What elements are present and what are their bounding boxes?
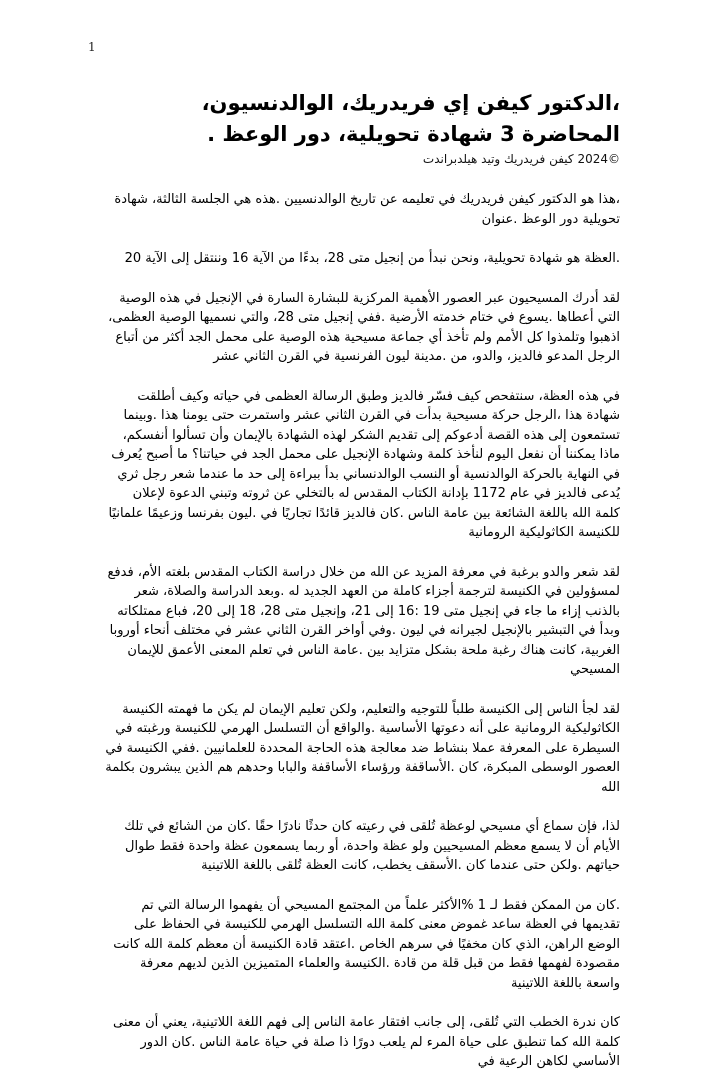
document-title: ،الدكتور كيفن إي فريدريك، الوالدنسيون، المحاضرة 3 شهادة تحويلية، دور الوعظ . xyxy=(201,91,620,146)
copyright-line: ©2024 كيفن فريدريك وتيد هيلدبراندت xyxy=(422,152,620,166)
paragraph-waldo-study: لقد شعر والدو برغبة في معرفة المزيد عن الله من خلال دراسة الكتاب المقدس بلغته الأم، فدفع لمسؤولين في الكنيسة لترجمة أجزاء كاملة من العهد الجديد له .وبعد الدراسة والصلاة، شعر بالذنب إزاء ما جاء في إنجيل متى 19 :16 إلى 21، وإنجيل متى 28، 18 إلى 20، فباع ممتلكاته وبدأ في التبشير بالإنجيل لجيرانه في ليون .وفي أواخر القرن الثاني عشر في مختلف أنحاء أوروبا الغربية، كانت هناك رغبة ملحة بشكل متزايد بين .عامة الناس في تعلم المعنى الأعمق للإيمان المسيحي xyxy=(107,564,620,677)
document-body xyxy=(104,78,620,1092)
paragraph-great-commission: لقد أدرك المسيحيون عبر العصور الأهمية المركزية للبشارة السارة في الإنجيل في هذه الوصية التي أعطاها .يسوع في ختام خدمته الأرضية .ففي إنجيل متى 28، والتي نسميها الوصية العظمى، اذهبوا وتلمذوا كل الأمم ولم تأخذ أي جماعة مسيحية هذه الوصية على محمل الجد أكثر من أتباع الرجل المدعو فالديز، والدو، من .مدينة ليون الفرنسية في القرن الثاني عشر xyxy=(108,290,620,364)
paragraph-church-teaching: لقد لجأ الناس إلى الكنيسة طلباً للتوجيه والتعليم، ولكن تعليم الإيمان لم يكن ما فهمته الكنيسة الكاثوليكية الرومانية على أنه دعوتها الأساسية .والواقع أن التسلسل الهرمي للكنيسة ورغبته في السيطرة على المعرفة عملا بنشاط ضد معالجة هذه الحاجة المحددة للعلمانيين .ففي الكنيسة في العصور الوسطى المبكرة، كان .الأساقفة ورؤساء الأساقفة والبابا وحدهم هم الذين يبشرون بكلمة الله xyxy=(105,701,620,795)
paragraph-rare-sermons: لذا، فإن سماع أي مسيحي لوعظة تُلقى في رعيته كان حدثًا نادرًا حقًا .كان من الشائع في تلك الأيام أن لا يسمع معظم المسيحيين ولو عظة واحدة، أو ربما يسمعون عظة واحدة فقط طوال حياتهم .ولكن حتى عندما كان .الأسقف يخطب، كانت العظة تُلقى باللغة اللاتينية xyxy=(124,819,620,873)
paragraph-intro: ،هذا هو الدكتور كيفن فريدريك في تعليمه عن تاريخ الوالدنسيين .هذه هي الجلسة الثالثة، شهادة تحويلية دور الوعظ .عنوان xyxy=(114,192,620,227)
page-number: 1 xyxy=(88,40,96,54)
paragraph-latin-elite: .كان من الممكن فقط لـ 1 %الأكثر علماً من المجتمع المسيحي أن يفهموا الرسالة التي تم تقديمها في العظة ساعد غموض معنى كلمة الله التسلسل الهرمي للكنيسة في الحفاظ على الوضع الراهن، الذي كان مخفيًا في سرهم الخاص .اعتقد قادة الكنيسة أن معظم كلمة الله كانت مقصودة لفهمها فقط من قبل قلة من قادة .الكنيسة والعلماء المتميزين الذين لديهم معرفة واسعة باللغة اللاتينية xyxy=(113,897,620,991)
paragraph-sermon-text: .العظة هو شهادة تحويلية، ونحن نبدأ من إنجيل متى 28، بدءًا من الآية 16 وننتقل إلى الآية 20 xyxy=(124,251,620,266)
paragraph-valdes-testimony: في هذه العظة، سنتفحص كيف فسّر فالديز وطبق الرسالة العظمى في حياته وكيف أطلقت شهادة هذا ،الرجل حركة مسيحية بدأت في القرن الثاني عشر واستمرت حتى يومنا هذا .وبينما تستمعون إلى هذه القصة أدعوكم إلى تقديم الشكر لهذه الشهادة بالإيمان وأن تسألوا أنفسكم، ماذا يمكننا أن نفعل اليوم لنأخذ كلمة وشهادة الإنجيل على محمل الجد في حياتنا؟ ما أصبح يُعرف في النهاية بالحركة الوالدنسية أو النسب الوالدنساني بدأ ببراءة إلى حد ما عندما شعر رجل ثري يُدعى فالديز في عام 1172 بإدانة الكتاب المقدس له بالتخلي عن ثروته وتبني الدعوة لإعلان كلمة الله باللغة الشائعة بين عامة الناس .كان فالديز قائدًا تجاريًا في .ليون بفرنسا وزعيمًا علمانيًا للكنيسة الكاثوليكية الرومانية xyxy=(108,388,620,540)
paragraph-parish-priest: كان ندرة الخطب التي تُلقى، إلى جانب افتقار عامة الناس إلى فهم اللغة اللاتينية، يعني أن معنى كلمة الله كما تنطبق على حياة المرء لم يلعب دورًا ذا صلة في حياة عامة الناس .كان الدور الأساسي لكاهن الرعية في xyxy=(113,1015,620,1069)
